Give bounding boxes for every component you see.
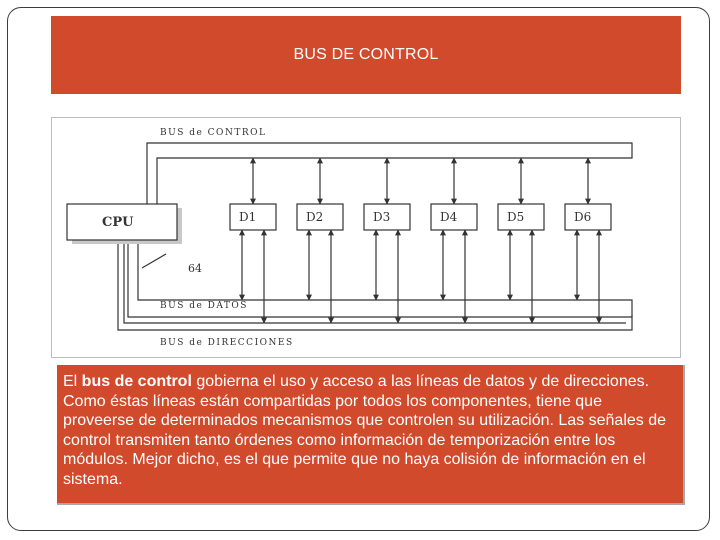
device-label-5: D5 xyxy=(507,210,525,224)
device-label-2: D2 xyxy=(306,210,324,224)
width-label: 64 xyxy=(188,262,202,275)
bus-datos-label: BUS de DATOS xyxy=(160,301,248,311)
title-banner xyxy=(51,16,681,94)
description-prefix: El xyxy=(63,373,82,390)
bus-direcciones-label: BUS de DIRECCIONES xyxy=(160,338,294,348)
description-box xyxy=(57,365,685,505)
bus-diagram xyxy=(51,117,681,358)
device-label-3: D3 xyxy=(373,210,391,224)
device-label-4: D4 xyxy=(440,210,458,224)
description-rest: gobierna el uso y acceso a las líneas de datos y de direcciones. Como éstas líneas están compartidas por todos los componentes, tiene que proveerse de determinados mecanismos que controlen su utilización. Las señales de control transmiten tanto órdenes como información de temporización entre los módulos. Mejor dicho, es el que permite que no haya colisión de información en el sistema. xyxy=(63,373,667,488)
width-slash xyxy=(142,254,166,268)
bus-diagram-svg xyxy=(52,118,682,359)
description-text xyxy=(63,372,677,489)
cpu-label: CPU xyxy=(102,215,134,230)
slide-title: BUS DE CONTROL xyxy=(293,46,439,63)
description-bold: bus de control xyxy=(81,373,192,390)
device-label-1: D1 xyxy=(239,210,257,224)
bus-control-label: BUS de CONTROL xyxy=(160,128,267,138)
device-label-6: D6 xyxy=(574,210,592,224)
bus-control-line xyxy=(147,143,632,204)
devices-group xyxy=(230,158,611,323)
